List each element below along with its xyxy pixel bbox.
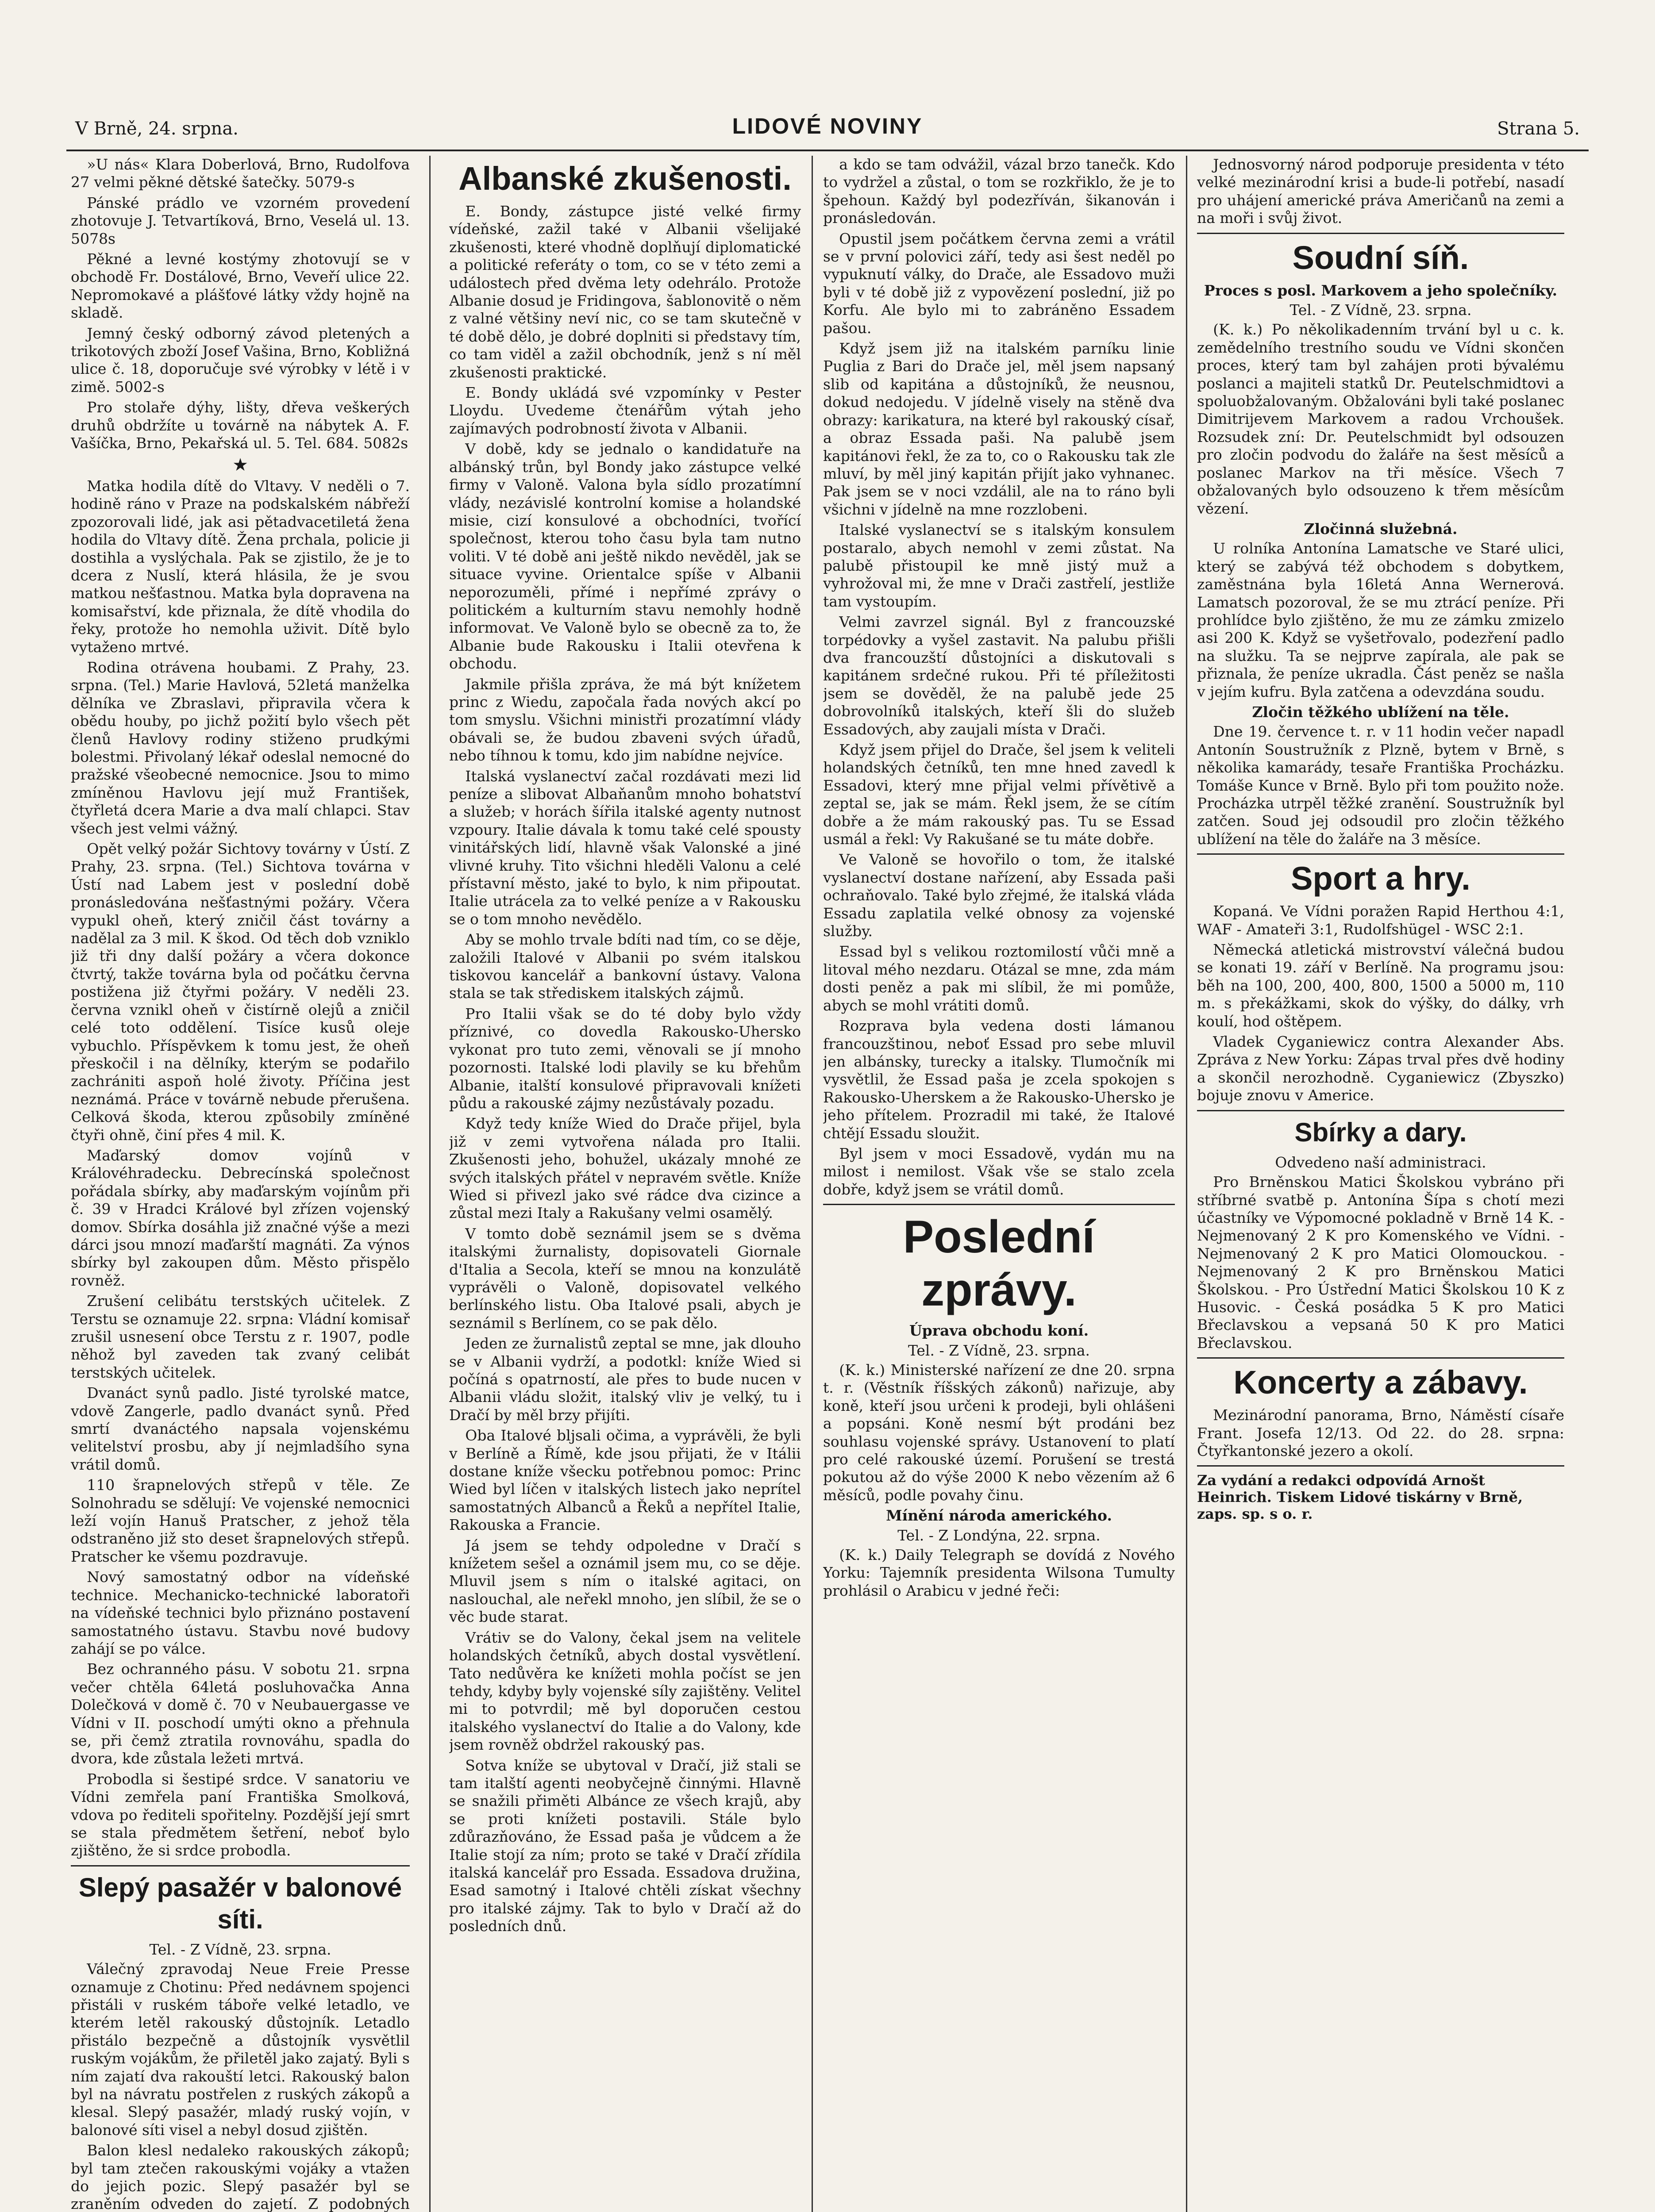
section-rule (1197, 1110, 1564, 1111)
ad-item: Pěkné a levné kostýmy zhotovují se v obchodě Fr. Dostálové, Brno, Veveří ulice 22. Nepromokavé a plášťové látky vždy hojně na skladě. (71, 250, 410, 322)
article-paragraph: (K. k.) Po několikadenním trvání byl u c. k. zemědelního trestního soudu ve Vídni skončen proces, který tam byl zahájen proti bývalému poslanci a majiteli statků Dr. Peutelschmidtovi a spoluobžalovaným. Obžalováni byli také poslanec Dimitrijevem Markovem a radou Vrchoušek. Rozsudek zní: Dr. Peutelschmidt byl odsouzen pro zločin podvodu do žaláře na šest měsíců a poslanec Markov na tři měsíce. Všech 7 obžalovaných bylo odsouzeno k třem měsícům vězení. (1197, 321, 1564, 517)
article-paragraph: Vladek Cyganiewicz contra Alexander Abs. Zpráva z New Yorku: Zápas trval přes dvě hodiny a skončil nerozhodně. Cyganiewicz (Zbyszko) bojuje znovu v Americe. (1197, 1033, 1564, 1104)
masthead-title: LIDOVÉ NOVINY (732, 114, 923, 138)
article-paragraph: Aby se mohlo trvale bdíti nad tím, co se děje, založili Italové v Albanii po svém italskou tiskovou kancelář a bankovní ústavy. Valona stala se tak střediskem italských zájmů. (449, 931, 801, 1002)
article-paragraph: Byl jsem v moci Essadově, vydán mu na milost i nemilost. Však vše se stalo zcela dobře, když jsem se vrátil domů. (823, 1144, 1175, 1198)
article-paragraph: Já jsem se tehdy odpoledne v Dračí s knížetem sešel a oznámil jsem mu, co se děje. Mluvil jsem s ním o italské agitaci, on naslouchal, ale neřekl mnoho, jen slíbil, že se o věc bude starat. (449, 1536, 801, 1626)
page-number: Strana 5. (1497, 119, 1580, 139)
article-paragraph: E. Bondy ukládá své vzpomínky v Pester Lloydu. Uvedeme čtenářům výtah jeho zajímavých podrobností života v Albanii. (449, 384, 801, 437)
column-divider (1186, 156, 1187, 2212)
news-item: 110 šrapnelových střepů v těle. Ze Solnohradu se sdělují: Ve vojenské nemocnici leží vojín Hanuš Pratscher, z jehož těla odstraněno již sto deset šrapnelových střepů. Pratscher ke všemu pozdravuje. (71, 1476, 410, 1565)
subheading: Proces s posl. Markovem a jeho společníky. (1204, 281, 1558, 299)
concerts-headline: Koncerty a zábavy. (1233, 1364, 1528, 1401)
article-paragraph: (K. k.) Daily Telegraph se dovídá z Nového Yorku: Tajemník presidenta Wilsona Tumulty prohlásil o Arabicu v jedné řeči: (823, 1546, 1175, 1599)
subheading: Mínění národa amerického. (886, 1507, 1112, 1525)
article-paragraph: Oba Italové bljsali očima, a vyprávěli, že byli v Berlíně a Římě, kde jsou přijati, že v Itálii dostane kníže všecku potřebnou pomoc: Princ Wied byl líčen v italských listech jako neprítel samostatných Albanců a Řeků a nepřítel Italie, Rakouska a Francie. (449, 1427, 801, 1534)
article-paragraph: a kdo se tam odvážil, vázal brzo tanečk. Kdo to vydržel a zůstal, o tom se rozkřiklo, že je to špehoun. Každý byl podezříván, šikanován i pronásledován. (823, 156, 1175, 227)
article-paragraph: Když tedy kníže Wied do Drače přijel, byla již v zemi vytvořena nálada pro Italii. Zkušenosti jeho, bohužel, ukázaly mnohé ze svých italských přátel v nepravém světle. Kníže Wied si přivezl jako své rádce dva cizince a zůstal mezi Italy a Rakušany velmi osamělý. (449, 1115, 801, 1222)
article-paragraph: Dne 19. července t. r. v 11 hodin večer napadl Antonín Soustružník z Plzně, bytem v Brně, s několika kamarády, tesaře Františka Procházku. Tomáše Kunce v Brně. Bylo při tom použito nože. Procházka utrpěl těžké zranění. Soustružník byl zatčen. Soud jej odsoudil pro zločin těžkého ublížení na těle do žaláře na 3 měsíce. (1197, 723, 1564, 848)
ad-item: Pánské prádlo ve vzorném provedení zhotovuje J. Tetvartíková, Brno, Veselá ul. 13. 5078s (71, 194, 410, 247)
ad-item: Jemný český odborný závod pletených a trikotových zboží Josef Vašina, Brno, Kobližná ulice č. 18, doporučuje své výrobky v létě i v zimě. 5002-s (71, 324, 410, 396)
page-header (75, 111, 1580, 146)
article-paragraph: (K. k.) Ministerské nařízení ze dne 20. srpna t. r. (Věstník říšských zákonů) nařizuje, aby koně, kteří jsou určeni k prodeji, byli ohlášeni a popsáni. Koně nesmí být prodáni bez souhlasu vojenské správy. Ustanovení to platí pro celé rakouské území. Porušení se trestá pokutou až do výše 2000 K nebo vězením až 6 měsíců, podle povahy činu. (823, 1361, 1175, 1504)
article-paragraph: Italská vyslanectví začal rozdávati mezi lid peníze a slibovat Albaňanům mnoho bohatství a služeb; v horách šířila italské agenty nutnost vzpoury. Italie dávala k tomu také celé spousty vinitářských lidí, hlavně však Valonské a jiné vlivné kruhy. Tito všichni hleděli Valonu a celé přístavní město, jaké to bylo, k nim připoutat. Italie utrácela za to velké peníze a v Rakousku se o tom mnoho nevědělo. (449, 767, 801, 928)
star-separator: ★ (232, 454, 248, 475)
article-paragraph: Jeden ze žurnalistů zeptal se mne, jak dlouho se v Albanii vydrží, a podotkl: kníže Wied si počíná s opatrností, ale přes to bude nucen v Albanii vládu složit, italský vliv je velký, tu i Dračí by měl brzy přijíti. (449, 1335, 801, 1424)
article-paragraph: Essad byl s velikou roztomilostí vůči mně a litoval mého nezdaru. Otázal se mne, zda mám dosti peněz a pak mi slíbil, že mi pomůže, abych se mohl vrátiti domů. (823, 943, 1175, 1014)
latest-news-headline: Poslední zprávy. (903, 1211, 1095, 1316)
news-item: Matka hodila dítě do Vltavy. V neděli o 7. hodině ráno v Praze na podskalském nábřeží zpozorovali lidé, jak asi pětadvacetiletá žena hodila do Vltavy dítě. Žena prchala, policie ji dostihla a vyslýchala. Pak se zjistilo, že je to dcera z Nuslí, která hlásila, že je svou matkou nešťastnou. Matka byla dopravena na komisařství, kde přiznala, že dítě vhodila do řeky, protože ho nemohla uživit. Dítě bylo vytaženo mrtvé. (71, 477, 410, 656)
court-headline: Soudní síň. (1292, 239, 1469, 276)
gifts-headline: Sbírky a dary. (1294, 1117, 1467, 1147)
header-rule (66, 150, 1589, 151)
subheading: Zločinná služebná. (1304, 520, 1458, 538)
column-divider (429, 156, 431, 2212)
article-paragraph: Válečný zpravodaj Neue Freie Presse oznamuje z Chotinu: Před nedávnem spojenci přistáli v ruském táboře velké letadlo, ve kterém letěl rakouský důstojník. Letadlo přistálo bezpečně a důstojník vysvětlil ruským vojákům, že přiletěl jako zajatý. Byli s ním zajatí dva rakouští letci. Rakouský balon byl na návratu postřelen z ruských zákopů a klesal. Slepý pasažér, mladý ruský vojín, v balonové síti visel a nebyl dosud zjištěn. (71, 1960, 410, 2139)
subheading: Odvedeno naší administraci. (1275, 1153, 1486, 1171)
imprint: Za vydání a redakci odpovídá Arnošt Heinrich. Tiskem Lidové tiskárny v Brně, zaps. sp. s o. r. (1197, 1472, 1523, 1523)
article-paragraph: Jakmile přišla zpráva, že má být knížetem princ z Wiedu, započala řada nových akcí po tom smyslu. Všichni ministři prozatímní vlády obávali se, že budou zbaveni svých úřadů, nebo tíhnou k tomu, kdo jim nabídne nejvíce. (449, 675, 801, 764)
section-rule (1197, 1357, 1564, 1359)
news-item: Maďarský domov vojínů v Královéhradecku. Debrecínská společnost pořádala sbírky, aby maďarským vojínům při č. 39 v Hradci Králové byl zřízen vojenský domov. Sbírka dosáhla již značné výše a mezi dárci jsou mnozí maďarští magnáti. Za výnos sbírky byl zakoupen dům. Město přispělo rovněž. (71, 1146, 410, 1289)
albania-headline: Albanské zkušenosti. (458, 160, 792, 197)
article-paragraph: Když jsem již na italském parníku linie Puglia z Bari do Drače jel, měl jsem napsaný slib od kapitána a důstojníků, že neusnou, dokud nedojedu. V jídelně visely na stěně dva obrazy: karikatura, na které byl rakouský císař, a obraz Essada paši. Na palubě jsem kapitánovi řekl, že za to, co o Rakousku tak zle mluví, by měl jiný kapitán přijít jako vyhnanec. Pak jsem se v noci vzdálil, ale na to ráno byli všichni v jídelně na mne rozzlobeni. (823, 340, 1175, 518)
article-paragraph: Vrátiv se do Valony, čekal jsem na velitele holandských četníků, abych dostal vysvětlení. Tato nedůvěra ke knížeti mohla počíst se jen tehdy, kdyby byly vojenské síly zajištěny. Velitel mi to potvrdil; mě byl doporučen cestou italského vyslanectví do Italie a do Valony, kde jsem rovněž obdržel rakouský pas. (449, 1628, 801, 1754)
article-paragraph: Pro Italii však se do té doby bylo vždy příznivé, co dovedla Rakousko-Uhersko vykonat pro tuto zemi, věnovali se jí mnoho pozornosti. Italské lodi plavily se ku břehům Albanie, italští konsulové připravovali knížeti půdu a rakouské zájmy nezůstávaly pozadu. (449, 1005, 801, 1112)
article-paragraph: E. Bondy, zástupce jisté velké firmy vídeňské, zažil také v Albanii všelijaké zkušenosti, které vhodně doplňují diplomatické a politické referáty o tom, co se v této zemi a událostech před dvěma lety odehrálo. Protože Albanie dosud je Fridingova, šablonovitě o něm z valné většiny neví nic, co se tam skutečně v té době dělo, je dobré doplniti si představy tím, co tam viděl a zažil obchodník, jenž s ní měl zkušenosti praktické. (449, 203, 801, 381)
news-item: Nový samostatný odbor na vídeňské technice. Mechanicko-technické laboratoři na vídeňské technici bylo přiznáno postavení samostatného ústavu. Stavbu nové budovy zahájí se po válce. (71, 1568, 410, 1657)
dateline: Tel. - Z Vídně, 23. srpna. (149, 1940, 331, 1958)
article-paragraph: U rolníka Antonína Lamatsche ve Staré ulici, který se zabývá též obchodem s dobytkem, zaměstnána byla 16letá Anna Wernerová. Lamatsch pozoroval, že se mu ztrácí peníze. Při prohlídce bylo zjištěno, že mu ze zámku zmizelo asi 200 K. Když se vyšetřovalo, podezření padlo na služku. Ta se nejprve zapírala, ale pak se přiznala, že peníze ukradla. Část peněz se našla v jejím kufru. Byla zatčena a odevzdána soudu. (1197, 540, 1564, 700)
article-paragraph: Německá atletická mistrovství válečná budou se konati 19. září v Berlíně. Na programu jsou: běh na 100, 200, 400, 800, 1500 a 5000 m, 110 m. s překážkami, skok do výšky, do dálky, vrh koulí, hod oštěpem. (1197, 941, 1564, 1030)
column-1 (71, 156, 410, 2212)
article-paragraph: Mezinárodní panorama, Brno, Náměstí císaře Frant. Josefa 12/13. Od 22. do 28. srpna: Čtyřkantonské jezero a okolí. (1197, 1406, 1564, 1459)
news-item: Zrušení celibátu terstských učitelek. Z Terstu se oznamuje 22. srpna: Vládní komisař zrušil usnesení obce Terstu z r. 1907, podle něhož byl zaveden tak zvaný celibát terstských učitelek. (71, 1292, 410, 1381)
article-paragraph: Když jsem přijel do Drače, šel jsem k veliteli holandských četníků, ten mne hned zavedl k Essadovi, který mne přijal velmi přívětivě a zeptal se, jak se mám. Řekl jsem, že se cítím dobře a že mám rakouský pas. Tu se Essad usmál a řekl: Vy Rakušané se tu máte dobře. (823, 741, 1175, 848)
header-date: V Brně, 24. srpna. (75, 119, 239, 139)
article-paragraph: Ve Valoně se hovořilo o tom, že italské vyslanectví dostane nařízení, aby Essada paši ochraňovalo. Také bylo zřejmé, že italská vláda Essadu zaplatila velké obnosy za vojenské služby. (823, 851, 1175, 940)
article-paragraph: Sotva kníže se ubytoval v Dračí, již stali se tam italští agenti neobyčejně činnými. Hlavně se snažili přiměti Albánce ze všech krajů, aby se proti knížeti postavili. Stále bylo zdůrazňováno, že Essad paša je vůdcem a že Italie stojí za ním; proto se také v Dračí zřídila italská kancelář pro Essada. Essadova družina, Esad samotný i Italové chtěli získat všechny pro italské zájmy. Tak to bylo v Dračí až do posledních dnů. (449, 1756, 801, 1935)
article-paragraph: Jednosvorný národ podporuje presidenta v této velké mezinárodní krisi a bude-li potřebí, nasadí pro uhájení americké práva Američanů na zemi a na moři i svůj život. (1197, 156, 1564, 227)
article-paragraph: Opustil jsem počátkem června zemi a vrátil se v první polovici září, tedy asi šest neděl po vypuknutí války, do Drače, ale Essadovo muži byli v té době již z vypovězení poslední, již po Korfu. Ale bylo mi to zabráněno Essadem pašou. (823, 230, 1175, 337)
ad-item: »U nás« Klara Doberlová, Brno, Rudolfova 27 velmi pěkné dětské šatečky. 5079-s (71, 156, 410, 191)
news-item: Probodla si šestipé srdce. V sanatoriu ve Vídni zemřela paní Františka Smolková, vdova po řediteli spořitelny. Pozdější její smrt se stala předmětem šetření, neboť bylo zjištěno, že si srdce probodla. (71, 1770, 410, 1859)
subheading: Úprava obchodu koní. (909, 1322, 1089, 1340)
column-2 (449, 156, 801, 2212)
section-rule (1197, 1465, 1564, 1467)
article-paragraph: V tomto době seznámil jsem se s dvěma italskými žurnalisty, dopisovateli Giornale d'Italia a Secola, kteří se mnou na konzulátě vyprávěli o Valoně, dopisovatel velkého berlínského listu. Oba Italové psali, abych je seznámil s Berlínem, co se pak dělo. (449, 1225, 801, 1332)
column-divider (812, 156, 813, 2212)
article-paragraph: Velmi zavrzel signál. Byl z francouzské torpédovky a vyšel zastavit. Na palubu přišli dva francouzští důstojníci a diskutovali s kapitánem srdečné rukou. Při té příležitosti jsem se dověděl, že na palubě jede 25 dobrovolníků italských, kteří šli do služeb Essadových, aby zaujali místa v Drači. (823, 613, 1175, 738)
column-3 (823, 156, 1175, 2212)
balloon-headline: Slepý pasažér v balonové síti. (78, 1872, 402, 1934)
article-paragraph: Kopaná. Ve Vídni poražen Rapid Herthou 4:1, WAF - Amateři 3:1, Rudolfshügel - WSC 2:1. (1197, 902, 1564, 938)
news-item: Dvanáct synů padlo. Jisté tyrolské matce, vdově Zangerle, padlo dvanáct synů. Před smrtí dvanáctého napsala vojenskému velitelství prosbu, aby jí nejmladšího syna vrátil domů. (71, 1384, 410, 1473)
dateline: Tel. - Z Vídně, 23. srpna. (908, 1341, 1090, 1359)
sport-headline: Sport a hry. (1291, 860, 1470, 897)
article-paragraph: V době, kdy se jednalo o kandidatuře na albánský trůn, byl Bondy jako zástupce velké firmy v Valoně. Valona byla sídlo prozatímní vlády, nezávislé kontrolní komise a holandské misie, cizí konsulové a obchodníci, tvořící společnost, kterou toho času byla tam nutno voliti. V té době ani ještě nikdo nevěděl, jak se situace vyvine. Orientalce spíše v Albanii neporozuměli, přímé i nepřímé zprávy o politickém a kulturním stavu nemohly hodně informovat. Ve Valoně bylo se obecně za to, že Albanie bude Rakousku i Italii otevřena k obchodu. (449, 440, 801, 672)
column-4 (1197, 156, 1564, 2212)
article-paragraph: Italské vyslanectví se s italským konsulem postaralo, abych nemohl v zemi zůstat. Na palubě přistoupil ke mně jistý muž a vyhrožoval mi, že mne v Drači zastřelí, jestliže tam vystoupím. (823, 521, 1175, 610)
news-item: Bez ochranného pásu. V sobotu 21. srpna večer chtěla 64letá posluhovačka Anna Dolečková v domě č. 70 v Neubauergasse ve Vídni v II. poschodí umýti okno a přehnula se, při čemž ztratila rovnováhu, spadla do dvora, kde zůstala ležeti mrtvá. (71, 1660, 410, 1767)
article-paragraph: Balon klesl nedaleko rakouských zákopů; byl tam ztečen rakouskými vojáky a vtažen do jejich pozic. Slepý pasažér byl se zraněním odveden do zajetí. Z podobných (71, 2142, 410, 2212)
section-rule (823, 1204, 1175, 1205)
subheading: Zločin těžkého ublížení na těle. (1252, 703, 1509, 721)
section-rule (1197, 853, 1564, 855)
ad-item: Pro stolaře dýhy, lišty, dřeva veškerých druhů obdržíte u továrně na nábytek A. F. Vašíčka, Brno, Pekařská ul. 5. Tel. 684. 5082s (71, 399, 410, 452)
dateline: Tel. - Z Londýna, 22. srpna. (897, 1526, 1101, 1544)
article-paragraph: Pro Brněnskou Matici Školskou vybráno při stříbrné svatbě p. Antonína Šípa s chotí mezi účastníky ve Výpomocné pokladně v Brně 14 K. - Nejmenovaný 2 K pro Komenského ve Vídni. - Nejmenovaný 2 K pro Matici Olomouckou. - Nejmenovaný 2 K pro Brněnskou Matici Školskou. - Pro Ústřední Matici Školskou 10 K z Husovic. - Česká posádka 5 K pro Matici Břeclavskou a vepsaná 50 K pro Matici Břeclavskou. (1197, 1173, 1564, 1352)
section-rule (71, 1865, 410, 1866)
article-paragraph: Rozprava byla vedena dosti lámanou francouzštinou, neboť Essad pro sebe mluvil jen albánsky, turecky a italsky. Tlumočník mi vysvětlil, že Essad paša je zcela spokojen s Rakousko-Uherskem a že Rakousko-Uhersko je jeho přítelem. Prozradil mi také, že Italové chtějí Essadu sloužit. (823, 1017, 1175, 1142)
news-item: Opět velký požár Sichtovy továrny v Ústí. Z Prahy, 23. srpna. (Tel.) Sichtova továrna v Ústí nad Labem jest v poslední době pronásledována nešťastnými požáry. Včera vypukl oheň, který zničil část továrny a nadělal za 3 mil. K škod. Od těch dob vzniklo již tři dny další požáry a včera dokonce čtvrtý, takže továrna byla od počátku června postižena již čtyřmi požáry. V neděli 23. června vznikl oheň v čistírně olejů a zničil celé toto oddělení. Tisíce kusů oleje vybuchlo. Příspěvkem k tomu jest, že oheň přeskočil i na dělníky, kterým se podařilo zachrániti aspoň holé životy. Příčina jest neznámá. Práce v továrně nebude přerušena. Celková škoda, kterou způsobily zmíněné čtyři ohně, činí přes 4 mil. K. (71, 840, 410, 1144)
section-rule (1197, 233, 1564, 234)
news-item: Rodina otrávena houbami. Z Prahy, 23. srpna. (Tel.) Marie Havlová, 52letá manželka dělníka ve Zbraslavi, připravila včera k obědu houby, po jichž požití bylo všech pět členů Havlovy rodiny stiženo prudkými bolestmi. Přivolaný lékař odeslal nemocné do pražské všeobecné nemocnice. Jsou to mimo zmíněnou Havlovu její muž František, čtyřletá dcera Marie a dva malí chlapci. Stav všech jest velmi vážný. (71, 658, 410, 837)
dateline: Tel. - Z Vídně, 23. srpna. (1289, 301, 1472, 319)
